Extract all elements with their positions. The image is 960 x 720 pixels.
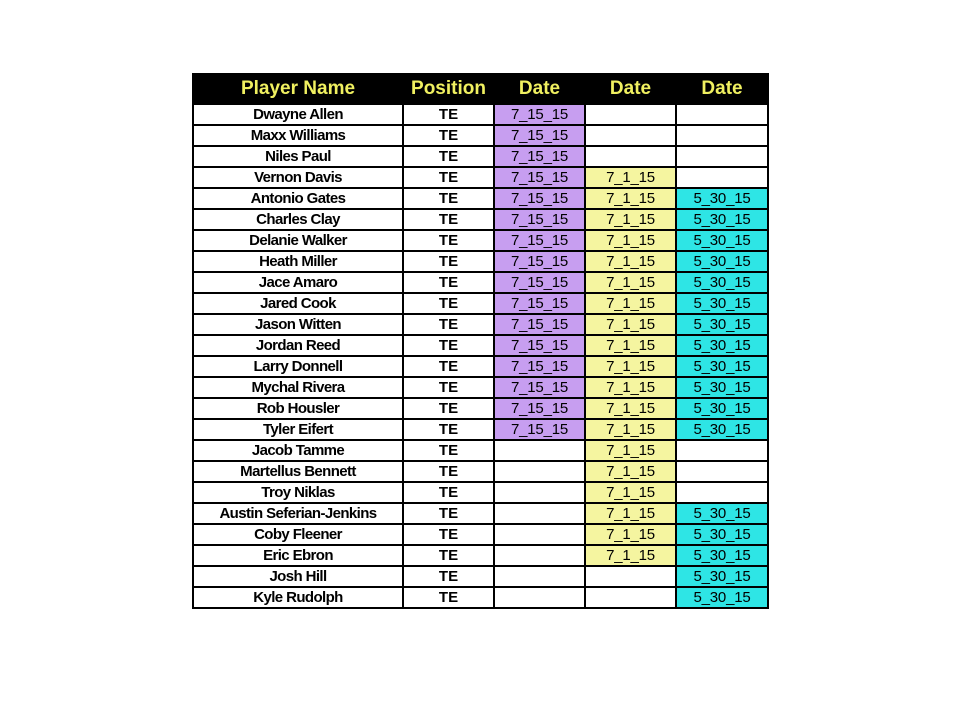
- date-1-cell: 7_15_15: [494, 209, 585, 230]
- table-row: [193, 314, 768, 335]
- date-1-cell: 7_15_15: [494, 188, 585, 209]
- date-3-cell: [676, 167, 768, 188]
- date-1-cell: [494, 587, 585, 608]
- position-cell: TE: [403, 587, 494, 608]
- table-row: [193, 125, 768, 146]
- player-name-cell: Tyler Eifert: [193, 419, 403, 440]
- player-name-cell: Larry Donnell: [193, 356, 403, 377]
- position-cell: TE: [403, 482, 494, 503]
- date-3-cell: 5_30_15: [676, 398, 768, 419]
- player-name-cell: Josh Hill: [193, 566, 403, 587]
- position-cell: TE: [403, 251, 494, 272]
- date-2-cell: 7_1_15: [585, 440, 676, 461]
- date-1-cell: [494, 566, 585, 587]
- date-2-cell: 7_1_15: [585, 398, 676, 419]
- player-name-cell: Jacob Tamme: [193, 440, 403, 461]
- table-row: [193, 251, 768, 272]
- position-cell: TE: [403, 503, 494, 524]
- date-2-cell: 7_1_15: [585, 314, 676, 335]
- position-cell: TE: [403, 419, 494, 440]
- player-name-cell: Mychal Rivera: [193, 377, 403, 398]
- date-1-cell: 7_15_15: [494, 104, 585, 125]
- position-cell: TE: [403, 335, 494, 356]
- date-1-cell: 7_15_15: [494, 356, 585, 377]
- date-1-cell: [494, 524, 585, 545]
- position-cell: TE: [403, 272, 494, 293]
- position-cell: TE: [403, 104, 494, 125]
- player-name-cell: Kyle Rudolph: [193, 587, 403, 608]
- date-3-cell: 5_30_15: [676, 251, 768, 272]
- position-cell: TE: [403, 167, 494, 188]
- header-position: Position: [403, 74, 494, 104]
- table-row: [193, 587, 768, 608]
- player-name-cell: Martellus Bennett: [193, 461, 403, 482]
- date-1-cell: 7_15_15: [494, 230, 585, 251]
- table-row: [193, 335, 768, 356]
- date-2-cell: 7_1_15: [585, 251, 676, 272]
- position-cell: TE: [403, 377, 494, 398]
- date-1-cell: 7_15_15: [494, 293, 585, 314]
- table-row: [193, 482, 768, 503]
- table-row: [193, 272, 768, 293]
- player-name-cell: Charles Clay: [193, 209, 403, 230]
- position-cell: TE: [403, 398, 494, 419]
- table-row: [193, 104, 768, 125]
- date-3-cell: 5_30_15: [676, 356, 768, 377]
- date-3-cell: 5_30_15: [676, 230, 768, 251]
- date-2-cell: 7_1_15: [585, 461, 676, 482]
- date-2-cell: [585, 587, 676, 608]
- date-3-cell: 5_30_15: [676, 503, 768, 524]
- date-3-cell: 5_30_15: [676, 587, 768, 608]
- player-date-table: [192, 73, 769, 609]
- player-name-cell: Vernon Davis: [193, 167, 403, 188]
- date-2-cell: [585, 104, 676, 125]
- date-3-cell: 5_30_15: [676, 314, 768, 335]
- date-2-cell: 7_1_15: [585, 230, 676, 251]
- player-name-cell: Troy Niklas: [193, 482, 403, 503]
- player-name-cell: Jason Witten: [193, 314, 403, 335]
- player-name-cell: Rob Housler: [193, 398, 403, 419]
- table-row: [193, 230, 768, 251]
- table-row: [193, 377, 768, 398]
- table-row: [193, 524, 768, 545]
- table-row: [193, 419, 768, 440]
- date-3-cell: [676, 482, 768, 503]
- player-name-cell: Jared Cook: [193, 293, 403, 314]
- date-3-cell: [676, 104, 768, 125]
- date-2-cell: 7_1_15: [585, 167, 676, 188]
- table-row: [193, 503, 768, 524]
- player-name-cell: Dwayne Allen: [193, 104, 403, 125]
- date-2-cell: [585, 146, 676, 167]
- date-2-cell: 7_1_15: [585, 356, 676, 377]
- position-cell: TE: [403, 230, 494, 251]
- date-3-cell: 5_30_15: [676, 524, 768, 545]
- table-row: [193, 566, 768, 587]
- date-3-cell: 5_30_15: [676, 293, 768, 314]
- date-3-cell: [676, 461, 768, 482]
- date-1-cell: 7_15_15: [494, 167, 585, 188]
- date-2-cell: [585, 566, 676, 587]
- date-1-cell: [494, 545, 585, 566]
- date-1-cell: 7_15_15: [494, 377, 585, 398]
- date-1-cell: 7_15_15: [494, 335, 585, 356]
- date-3-cell: 5_30_15: [676, 377, 768, 398]
- date-2-cell: 7_1_15: [585, 272, 676, 293]
- player-name-cell: Eric Ebron: [193, 545, 403, 566]
- position-cell: TE: [403, 524, 494, 545]
- position-cell: TE: [403, 314, 494, 335]
- date-3-cell: [676, 125, 768, 146]
- date-1-cell: [494, 440, 585, 461]
- player-name-cell: Niles Paul: [193, 146, 403, 167]
- player-name-cell: Coby Fleener: [193, 524, 403, 545]
- position-cell: TE: [403, 545, 494, 566]
- position-cell: TE: [403, 356, 494, 377]
- date-2-cell: 7_1_15: [585, 419, 676, 440]
- date-3-cell: 5_30_15: [676, 566, 768, 587]
- date-1-cell: 7_15_15: [494, 251, 585, 272]
- player-name-cell: Antonio Gates: [193, 188, 403, 209]
- table-row: [193, 356, 768, 377]
- header-date-3: Date: [676, 74, 768, 104]
- date-1-cell: 7_15_15: [494, 398, 585, 419]
- player-name-cell: Jace Amaro: [193, 272, 403, 293]
- date-2-cell: 7_1_15: [585, 503, 676, 524]
- date-1-cell: 7_15_15: [494, 419, 585, 440]
- date-2-cell: 7_1_15: [585, 377, 676, 398]
- date-2-cell: 7_1_15: [585, 524, 676, 545]
- date-2-cell: 7_1_15: [585, 293, 676, 314]
- date-1-cell: [494, 503, 585, 524]
- player-name-cell: Austin Seferian-Jenkins: [193, 503, 403, 524]
- player-name-cell: Delanie Walker: [193, 230, 403, 251]
- position-cell: TE: [403, 146, 494, 167]
- table-row: [193, 209, 768, 230]
- date-1-cell: 7_15_15: [494, 314, 585, 335]
- date-3-cell: 5_30_15: [676, 335, 768, 356]
- date-1-cell: [494, 461, 585, 482]
- date-3-cell: 5_30_15: [676, 272, 768, 293]
- date-2-cell: 7_1_15: [585, 482, 676, 503]
- position-cell: TE: [403, 566, 494, 587]
- date-3-cell: [676, 440, 768, 461]
- position-cell: TE: [403, 209, 494, 230]
- position-cell: TE: [403, 125, 494, 146]
- table-row: [193, 545, 768, 566]
- date-2-cell: 7_1_15: [585, 188, 676, 209]
- position-cell: TE: [403, 188, 494, 209]
- table-row: [193, 146, 768, 167]
- date-1-cell: 7_15_15: [494, 146, 585, 167]
- date-1-cell: 7_15_15: [494, 125, 585, 146]
- date-2-cell: [585, 125, 676, 146]
- table-row: [193, 167, 768, 188]
- date-2-cell: 7_1_15: [585, 545, 676, 566]
- date-1-cell: 7_15_15: [494, 272, 585, 293]
- header-row: [193, 74, 768, 104]
- position-cell: TE: [403, 293, 494, 314]
- date-1-cell: [494, 482, 585, 503]
- position-cell: TE: [403, 461, 494, 482]
- date-3-cell: 5_30_15: [676, 545, 768, 566]
- table-row: [193, 293, 768, 314]
- player-name-cell: Heath Miller: [193, 251, 403, 272]
- date-3-cell: 5_30_15: [676, 188, 768, 209]
- date-3-cell: 5_30_15: [676, 209, 768, 230]
- date-3-cell: 5_30_15: [676, 419, 768, 440]
- header-date-2: Date: [585, 74, 676, 104]
- table-row: [193, 398, 768, 419]
- date-3-cell: [676, 146, 768, 167]
- table-row: [193, 188, 768, 209]
- table-row: [193, 461, 768, 482]
- header-player-name: Player Name: [193, 74, 403, 104]
- position-cell: TE: [403, 440, 494, 461]
- date-2-cell: 7_1_15: [585, 209, 676, 230]
- table-row: [193, 440, 768, 461]
- date-2-cell: 7_1_15: [585, 335, 676, 356]
- player-name-cell: Maxx Williams: [193, 125, 403, 146]
- player-name-cell: Jordan Reed: [193, 335, 403, 356]
- header-date-1: Date: [494, 74, 585, 104]
